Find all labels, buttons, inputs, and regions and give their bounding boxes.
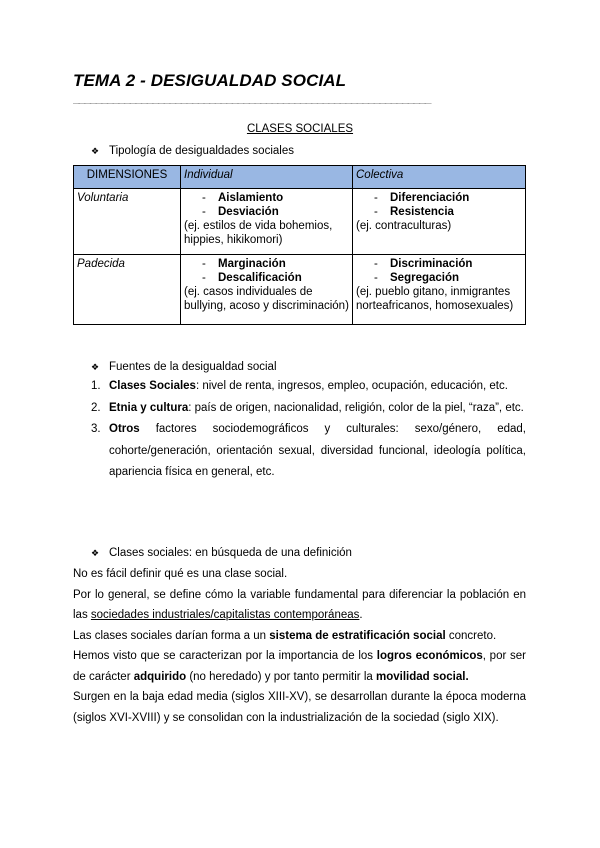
paragraph-5: Surgen en la baja edad media (siglos XIII-XV), se desarrollan durante la época moderna (siglos XVI-XVIII) y se consolidan con la industrialización de la sociedad (siglo XIX).: [73, 691, 526, 724]
paragraph-4: [73, 650, 526, 683]
cell-collective: [353, 255, 526, 325]
dash-list: [184, 191, 349, 219]
item-text: factores sociodemográficos y culturales: sexo/género, edad, cohorte/generación, orientación sexual, diversidad funcional, ideología política, apariencia física en general, etc.: [109, 423, 526, 478]
row-dimension: Padecida: [74, 255, 181, 325]
bold-text: adquirido: [133, 670, 187, 683]
dash-list: [356, 257, 522, 285]
bullet-text: Fuentes de la desigualdad social: [109, 361, 277, 373]
list-item: [91, 419, 526, 484]
item-bold: Etnia y cultura: [109, 401, 189, 414]
paragraph-2: [73, 589, 526, 622]
cell-note: (ej. estilos de vida bohemios, hippies, hikikomori): [184, 220, 333, 246]
list-item: - Aislamiento: [202, 191, 349, 205]
header-cell-colectiva: Colectiva: [353, 166, 526, 189]
diamond-bullet-icon: ❖: [91, 146, 100, 156]
row-dimension: Voluntaria: [74, 189, 181, 255]
list-item: - Descalificación: [202, 271, 349, 285]
bullet-text: Tipología de desigualdades sociales: [109, 145, 294, 157]
header-cell-dimensiones: DIMENSIONES: [74, 166, 181, 189]
document-title: TEMA 2 - DESIGUALDAD SOCIAL: [73, 71, 347, 90]
text-run: (no heredado) y por tanto permitir la: [186, 670, 376, 683]
table-header-row: [74, 166, 526, 189]
underlined-text: sociedades industriales/capitalistas contemporáneas: [90, 609, 360, 621]
text-run: concreto.: [445, 629, 497, 642]
list-item: [91, 376, 526, 398]
diamond-bullet-icon: ❖: [91, 548, 100, 558]
title-rule: _______________________________________________________________: [73, 92, 431, 104]
table-row: [74, 255, 526, 325]
cell-note: (ej. contraculturas): [356, 220, 452, 232]
item-text: : país de origen, nacionalidad, religión, color de la piel, “raza”, etc.: [188, 401, 524, 414]
header-cell-individual: Individual: [181, 166, 353, 189]
list-item: - Segregación: [374, 271, 522, 285]
bullet-definicion: [91, 545, 352, 561]
paragraph-1: No es fácil definir qué es una clase social.: [73, 568, 288, 580]
text-run: Hemos visto que se caracterizan por la importancia de los: [73, 650, 377, 662]
item-bold: Clases Sociales: [109, 380, 196, 392]
cell-individual: [181, 189, 353, 255]
list-item: - Diferenciación: [374, 191, 522, 205]
sources-list: [91, 376, 526, 484]
cell-note: (ej. pueblo gitano, inmigrantes norteafricanos, homosexuales): [356, 286, 514, 312]
cell-collective: [353, 189, 526, 255]
text-run: , por ser de carácter: [73, 650, 526, 683]
item-number: 3.: [91, 423, 101, 435]
diamond-bullet-icon: ❖: [91, 362, 100, 372]
list-item: [91, 398, 526, 420]
paragraph-3: [73, 630, 496, 642]
item-number: 2.: [91, 401, 101, 414]
table-row: [74, 189, 526, 255]
text-run: .: [359, 609, 363, 621]
definition-paragraph: [73, 564, 526, 728]
cell-individual: [181, 255, 353, 325]
item-bold: Otros: [109, 423, 140, 435]
list-item: - Resistencia: [374, 205, 522, 219]
text-run: Las clases sociales darían forma a un: [73, 629, 270, 642]
bold-text: logros económicos: [376, 650, 483, 662]
cell-note: (ej. casos individuales de bullying, acoso y discriminación): [184, 286, 349, 312]
bold-text: sistema de estratificación social: [269, 629, 446, 642]
typology-table: [73, 165, 526, 325]
list-item: - Desviación: [202, 205, 349, 219]
list-item: - Discriminación: [374, 257, 522, 271]
bullet-text: Clases sociales: en búsqueda de una definición: [109, 547, 352, 559]
item-text: : nivel de renta, ingresos, empleo, ocupación, educación, etc.: [195, 380, 508, 392]
dash-list: [356, 191, 522, 219]
dash-list: [184, 257, 349, 285]
item-number: 1.: [91, 380, 101, 392]
bullet-fuentes: [91, 359, 277, 375]
section-title: [0, 123, 600, 135]
bold-text: movilidad social.: [375, 670, 469, 683]
section-title-text: CLASES SOCIALES: [246, 123, 354, 135]
bullet-tipologia: [91, 143, 294, 159]
text-run: Por lo general, se define cómo la variable fundamental para diferenciar la población en las: [73, 588, 526, 621]
list-item: - Marginación: [202, 257, 349, 271]
